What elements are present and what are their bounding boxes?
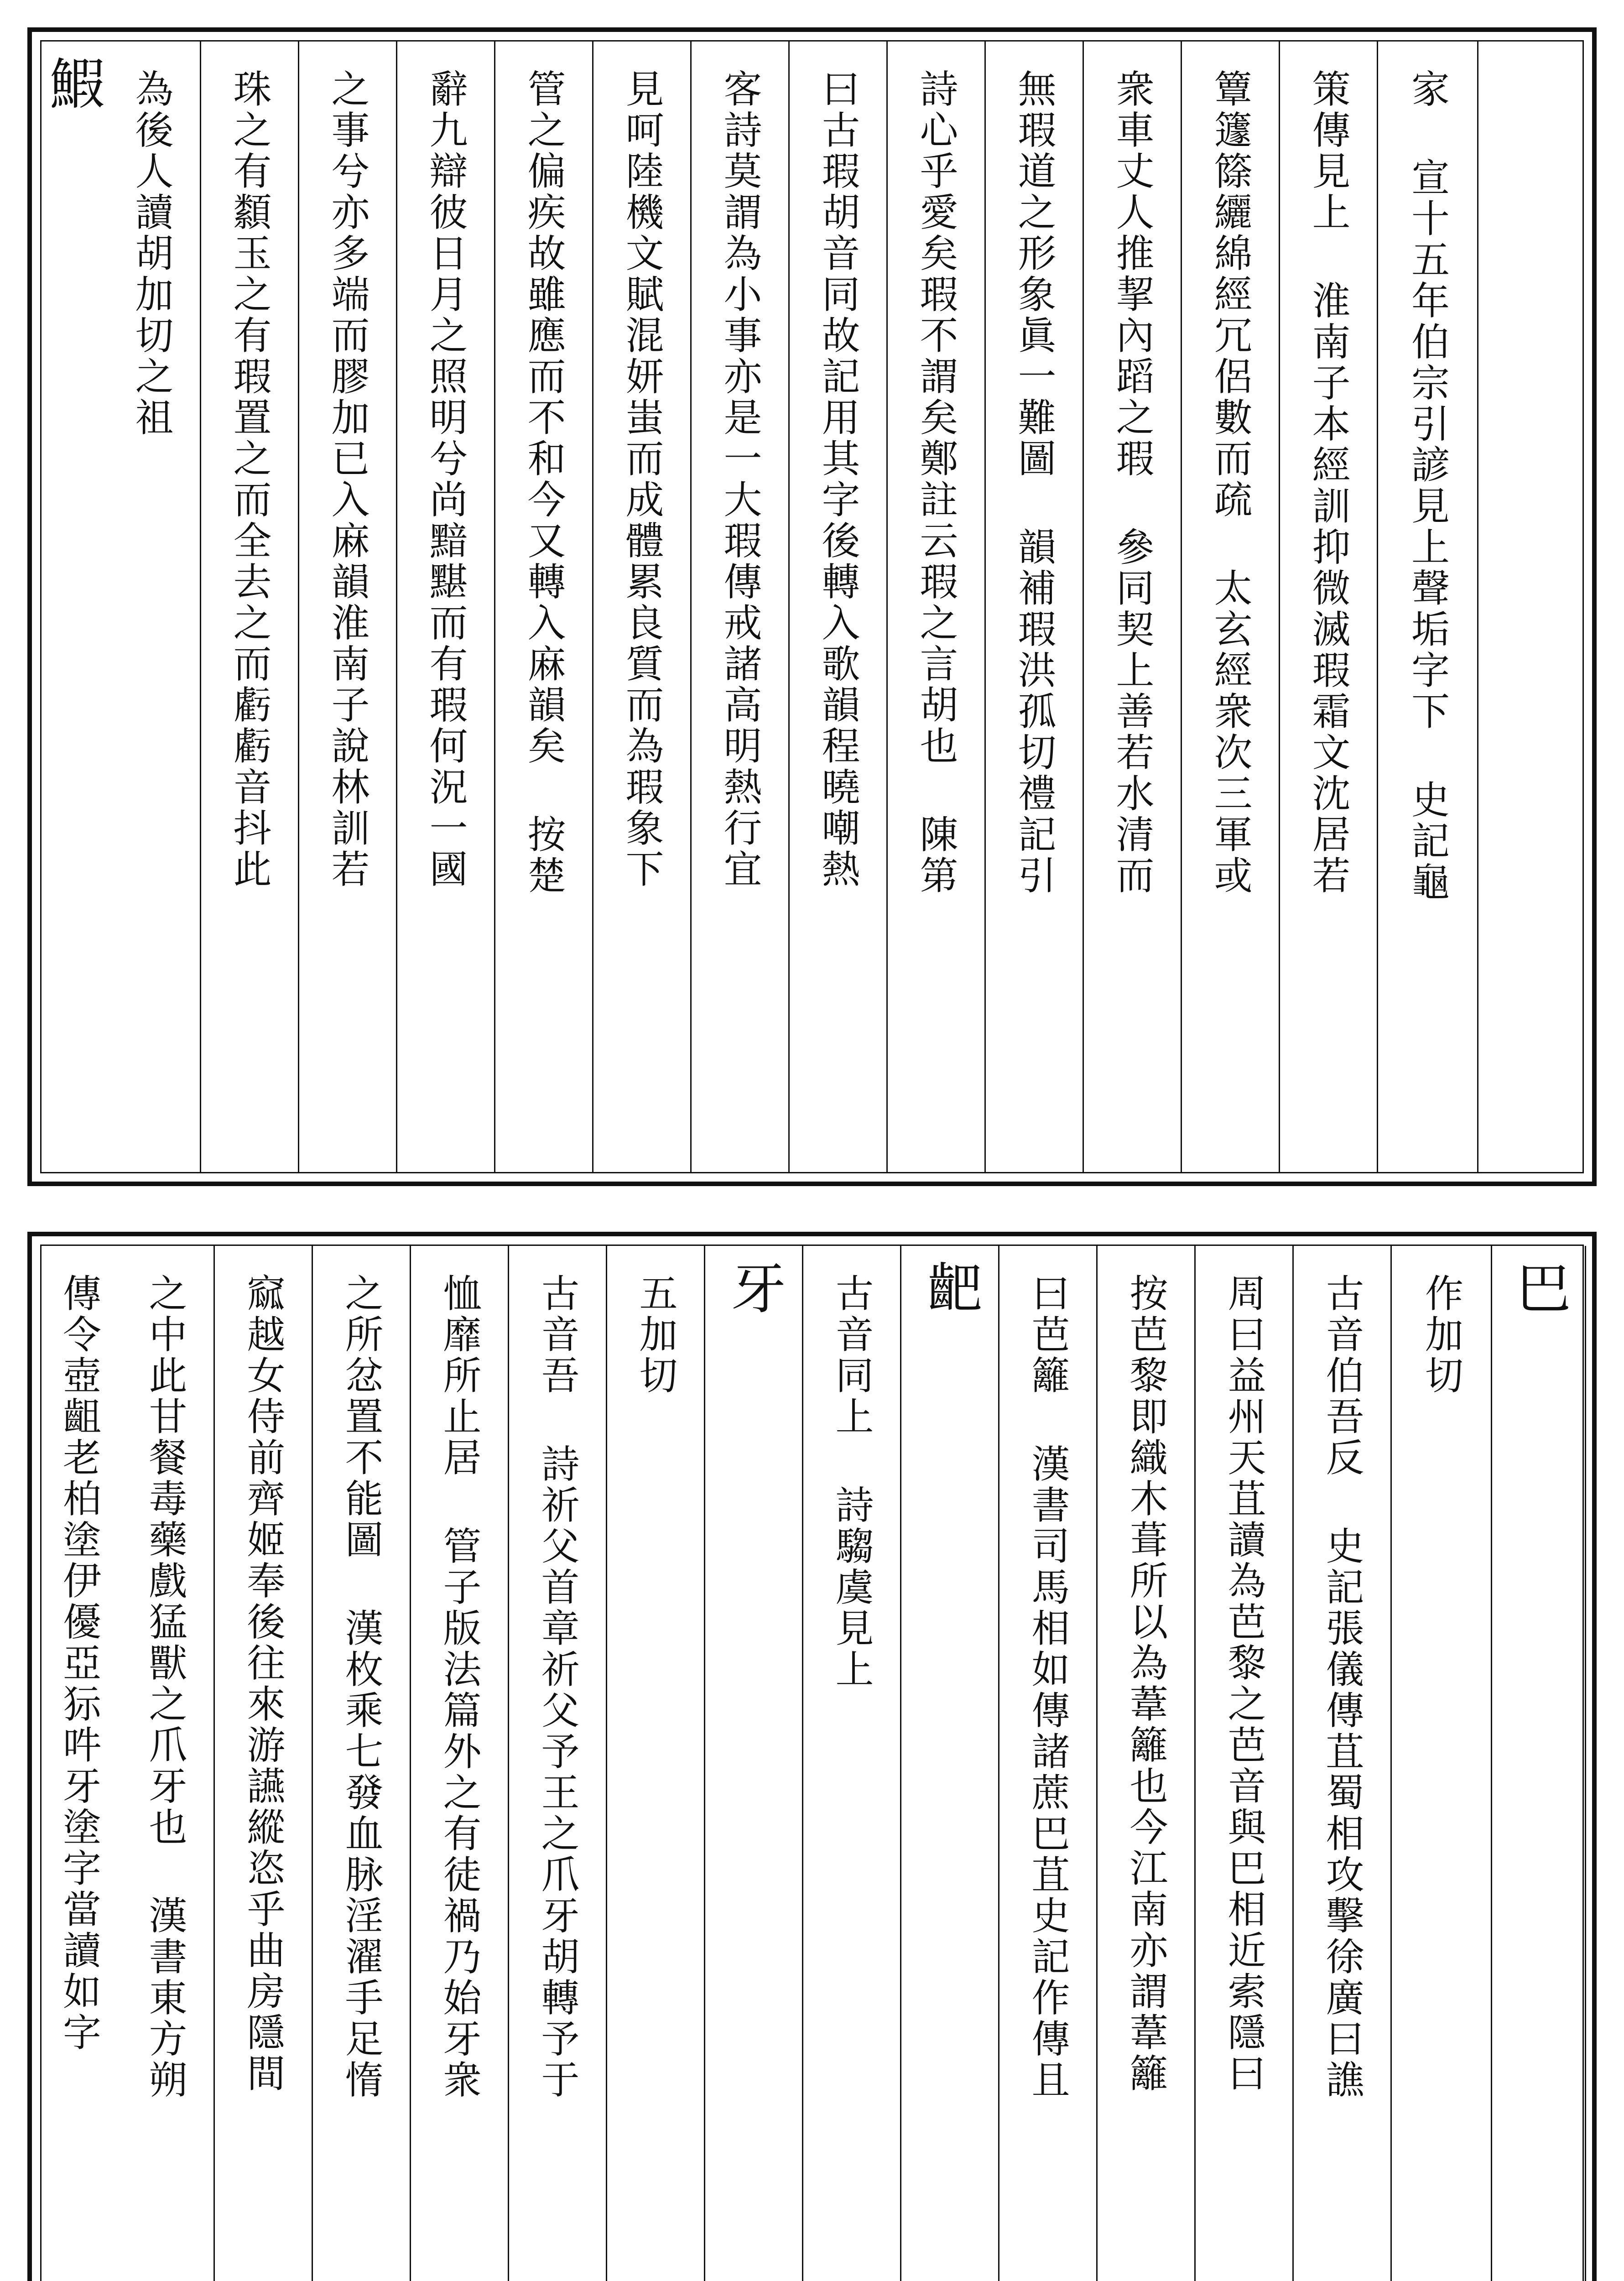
column-text: 為後人讀胡加切之祖: [129, 69, 174, 438]
column-text: 見呵陸機文賦混妍蚩而成體累良質而為瑕象下: [619, 69, 664, 890]
column-text: 古音吾 詩祈父首章祈父予王之爪牙胡轉予于: [535, 1273, 580, 2101]
column: [397, 42, 495, 1172]
column: [803, 1246, 901, 2281]
column: [607, 1246, 705, 2281]
headword-column: [705, 1246, 803, 2281]
column-text: 無瑕道之形象眞一難圖 韻補瑕洪孤切禮記引: [1012, 69, 1057, 896]
headword: 巴: [1507, 1260, 1571, 1314]
column-text: 簟籧篨纚綿經冗侶數而疏 太玄經衆次三軍或: [1208, 69, 1253, 896]
column-text: 恤靡所止居 管子版法篇外之有徒禍乃始牙衆: [437, 1273, 482, 2101]
column-text: 家 宣十五年伯宗引諺見上聲垢字下 史記龜: [1405, 69, 1450, 903]
column-text: 辭九辯彼日月之照明兮尚黯黮而有瑕何況一國: [423, 69, 468, 890]
column: [1196, 1246, 1294, 2281]
column-text: 詩心乎愛矣瑕不謂矣鄭註云瑕之言胡也 陳第: [914, 69, 958, 896]
column-text: 衆車丈人推挈內蹈之瑕 參同契上善若水清而: [1110, 69, 1155, 896]
headword-column: [1492, 1246, 1586, 2281]
column-text: 五加切: [633, 1273, 678, 1396]
upper-page: [27, 27, 1597, 1186]
column-text: 窳越女侍前齊姬奉後往來游讌縱恣乎曲房隱間: [241, 1273, 286, 2094]
headword-column: [42, 42, 103, 1172]
column: [42, 1246, 117, 2281]
column: [1392, 1246, 1492, 2281]
column-text: 之中此甘餐毒藥戲猛獸之爪牙也 漢書東方朔: [143, 1273, 187, 2101]
column-text: 周曰益州天苴讀為芭黎之芭音與巴相近索隱曰: [1222, 1273, 1266, 2094]
column: [103, 42, 201, 1172]
column: [986, 42, 1084, 1172]
column: [593, 42, 692, 1172]
column: [117, 1246, 215, 2281]
lower-page: [27, 1232, 1597, 2281]
column: [692, 42, 790, 1172]
column: [790, 42, 888, 1172]
column: [201, 42, 299, 1172]
column-text: 管之偏疾故雖應而不和今又轉入麻韻矣 按楚: [521, 69, 566, 896]
headword: 鰕: [41, 55, 104, 110]
column: [888, 42, 986, 1172]
column: [411, 1246, 509, 2281]
column: [1098, 1246, 1196, 2281]
column-text: 之所忿置不能圖 漢枚乘七發血脉淫濯手足惰: [339, 1273, 384, 2101]
headword-column: [901, 1246, 999, 2281]
column: [509, 1246, 607, 2281]
column-text: 曰芭籬 漢書司馬相如傳諸蔗巴苴史記作傳且: [1025, 1273, 1070, 2101]
column-text: 珠之有纇玉之有瑕置之而全去之而虧虧音抖此: [227, 69, 272, 890]
column: [1280, 42, 1378, 1172]
column: [1378, 42, 1478, 1172]
column-text: 傳令壺齟老柏塗伊優亞狋吽牙塗字當讀如字: [57, 1273, 102, 2053]
column-text: 客詩莫謂為小事亦是一大瑕傳戒諸高明熱行宜: [718, 69, 762, 890]
column-text: 古音伯吾反 史記張儀傳苴蜀相攻擊徐廣曰譙: [1320, 1273, 1364, 2101]
column: [495, 42, 593, 1172]
column: [1182, 42, 1280, 1172]
column-text: 曰古瑕胡音同故記用其字後轉入歌韻程曉嘲熱: [816, 69, 860, 890]
column: [1294, 1246, 1392, 2281]
headword: 牙: [722, 1260, 786, 1314]
column-text: 作加切: [1419, 1273, 1464, 1396]
lower-page-frame: [40, 1245, 1584, 2281]
column: [1084, 42, 1182, 1172]
column-text: 策傳見上 淮南子本經訓抑微滅瑕霜文沈居若: [1306, 69, 1351, 896]
column: [299, 42, 397, 1172]
column-text: 古音同上 詩騶虞見上: [829, 1273, 874, 1690]
column-text: 按芭黎即織木葺所以為葦籬也今江南亦謂葦籬: [1124, 1273, 1168, 2094]
column: [215, 1246, 313, 2281]
column-text: 之事兮亦多端而膠加已入麻韻淮南子說林訓若: [325, 69, 370, 890]
column: [999, 1246, 1098, 2281]
column: [313, 1246, 411, 2281]
headword: 䶕: [918, 1260, 982, 1314]
upper-page-frame: [40, 40, 1584, 1173]
